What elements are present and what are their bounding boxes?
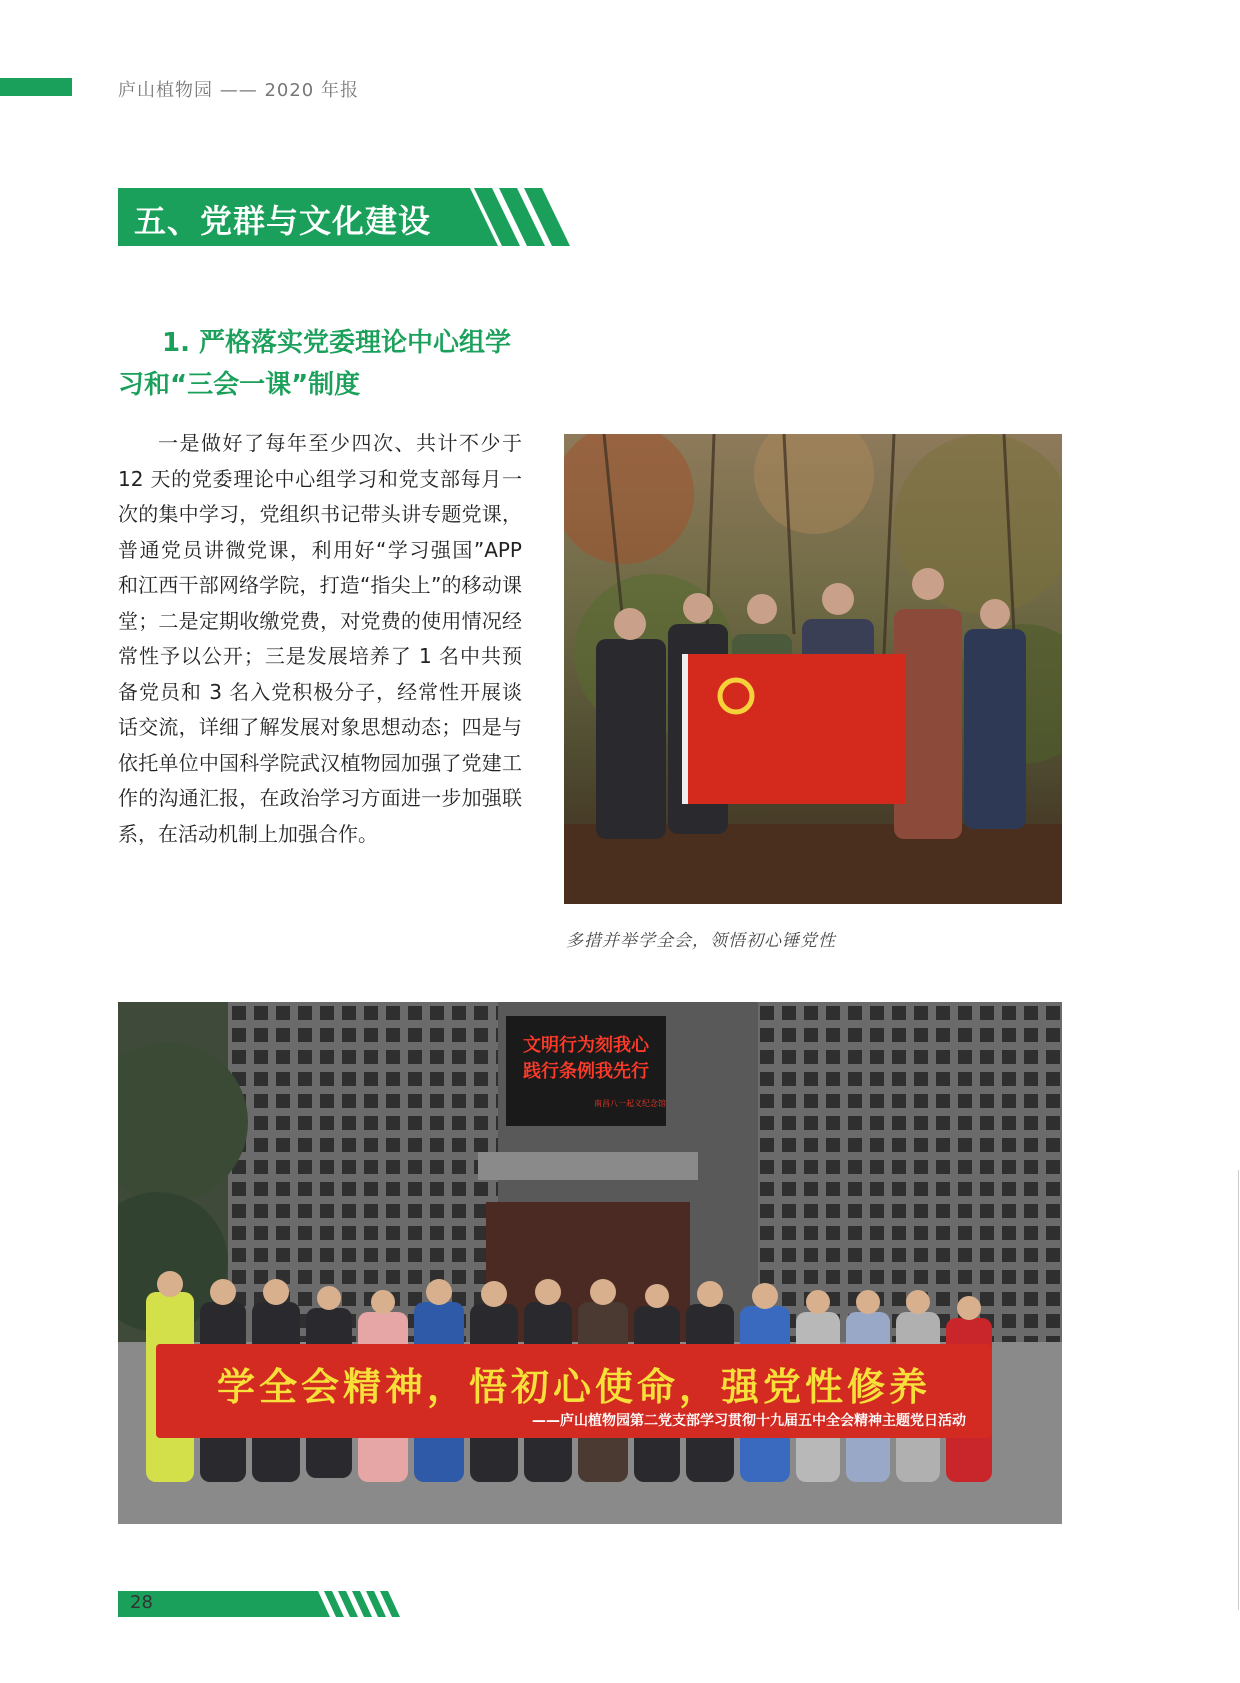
group-banner-photo (118, 1002, 1062, 1524)
body-paragraph: 一是做好了每年至少四次、共计不少于 12 天的党委理论中心组学习和党支部每月一次的集中学习，党组织书记带头讲专题党课，普通党员讲微党课，利用好“学习强国”APP 和江西干部网络学院，打造“指尖上”的移动课堂；二是定期收缴党费，对党费的使用情况经常性予以公开；三是发展培养了 1 名中共预备党员和 3 名入党积极分子，经常性开展谈话交流，详细了解发展对象思想动态；四是与依托单位中国科学院武汉植物园加强了党建工作的沟通汇报，在政治学习方面进一步加强联系，在活动机制上加强合作。 (118, 431, 522, 846)
page-footer (118, 1591, 418, 1621)
section-title: 五、党群与文化建设 (134, 202, 432, 240)
led-line-1: 文明行为刻我心 (523, 1035, 649, 1056)
party-flag (686, 654, 906, 804)
photo-caption: 多措并举学全会，领悟初心锤党性 (566, 931, 836, 951)
led-line-2: 践行条例我先行 (523, 1061, 649, 1082)
group-flag-photo (564, 434, 1062, 904)
header-accent-bar (0, 78, 72, 96)
led-small-text: 南昌八一起义纪念馆 (594, 1099, 666, 1108)
footer-stripe (118, 1591, 418, 1617)
section-title-banner (118, 188, 588, 246)
running-header: 庐山植物园 —— 2020 年报 (118, 80, 359, 101)
banner-main-text: 学全会精神，悟初心使命，强党性修养 (216, 1365, 931, 1409)
subsection-title: 1. 严格落实党委理论中心组学习和“三会一课”制度 (118, 328, 512, 400)
page-number: 28 (130, 1592, 153, 1613)
banner-sub-text: ——庐山植物园第二党支部学习贯彻十九届五中全会精神主题党日活动 (532, 1413, 966, 1429)
page-edge-line (1238, 1170, 1239, 1610)
